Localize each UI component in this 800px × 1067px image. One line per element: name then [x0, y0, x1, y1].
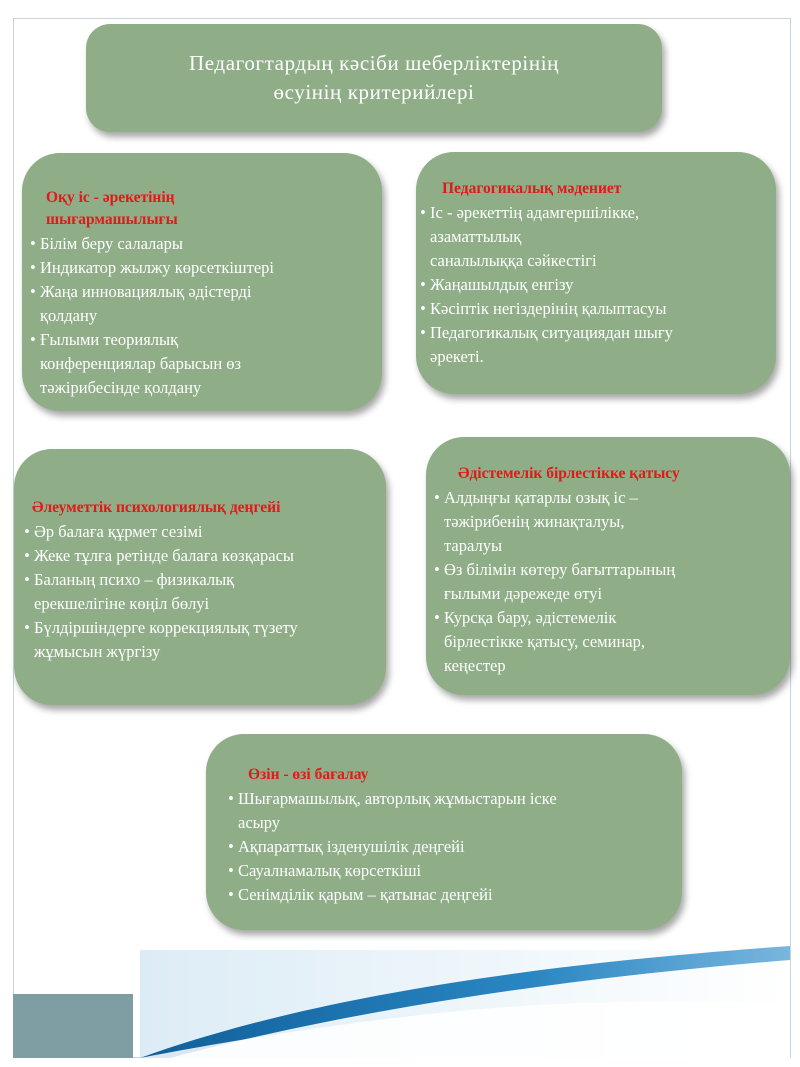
item-text: • Шығармашылық, авторлық жұмыстарын іске — [238, 789, 557, 808]
item-text-cont: тәжірибесінде қолдану — [40, 378, 202, 397]
item-text: • Курсқа бару, әдістемелік — [444, 608, 617, 627]
item-text: Сауалнамалық көрсеткіші — [238, 861, 422, 880]
item-text: Индикатор жылжу көрсеткіштері — [40, 258, 274, 277]
item-text-cont: асыру — [238, 813, 281, 832]
item-text-cont: ерекшелігіне көңіл бөлуі — [34, 594, 210, 613]
box-heading: Әлеуметтік психологиялық деңгейі — [32, 499, 281, 516]
item-text-cont: конференциялар барысын өз — [40, 354, 242, 373]
item-text-cont: тәжірибенің жинақталуы, — [444, 512, 625, 531]
box-heading: Педагогикалық мәдениет — [442, 180, 622, 197]
box-heading: Өзін - өзі бағалау — [248, 766, 369, 783]
item-text-cont: ғылыми дәрежеде өтуі — [444, 584, 603, 603]
corner-square — [13, 994, 133, 1058]
title-line-1: Педагогтардың кәсіби шеберліктерінің — [189, 51, 559, 75]
heading-line-2: шығармашылығы — [46, 211, 178, 228]
item-text-cont: саналылыққа сәйкестігі — [430, 251, 597, 270]
item-text: • Ғылыми теориялық — [40, 330, 179, 349]
item-text: • Өз білімін көтеру бағыттарының — [444, 560, 676, 579]
item-text-cont: азаматтылық — [430, 227, 522, 246]
item-text-cont: бірлестікке қатысу, семинар, — [444, 632, 645, 651]
title-line-2: өсуінің критерийлері — [273, 80, 475, 104]
heading-line-1: Оқу іс - әрекетінің — [46, 189, 175, 206]
box-heading: Әдістемелік бірлестікке қатысу — [458, 465, 680, 482]
item-text: Ақпараттық ізденушілік деңгейі — [238, 837, 465, 856]
item-text-cont: әрекеті. — [430, 347, 484, 366]
item-text: Сенімділік қарым – қатынас деңгейі — [238, 885, 493, 904]
item-text: Кәсіптік негіздерінің қалыптасуы — [430, 299, 667, 318]
item-text: Білім беру салалары — [40, 234, 183, 253]
item-text-cont: қолдану — [40, 306, 98, 325]
item-text-cont: кеңестер — [444, 656, 506, 675]
item-text: • Педагогикалық ситуациядан шығу — [430, 323, 673, 342]
item-text: Әр балаға құрмет сезімі — [34, 522, 203, 541]
item-text: Жеке тұлға ретінде балаға көзқарасы — [34, 546, 295, 565]
item-text: • Алдыңғы қатарлы озық іс – — [444, 488, 638, 507]
item-text: • Бүлдіршіндерге коррекциялық түзету — [34, 618, 298, 637]
item-text: Жаңашылдық енгізу — [430, 275, 574, 294]
item-text-cont: жұмысын жүргізу — [34, 642, 161, 661]
item-text: • Жаңа инновациялық әдістерді — [40, 282, 252, 301]
item-text-cont: таралуы — [444, 536, 503, 555]
item-text: • Баланың психо – физикалық — [34, 570, 235, 589]
item-text: • Іс - әрекеттің адамгершілікке, — [430, 203, 640, 222]
